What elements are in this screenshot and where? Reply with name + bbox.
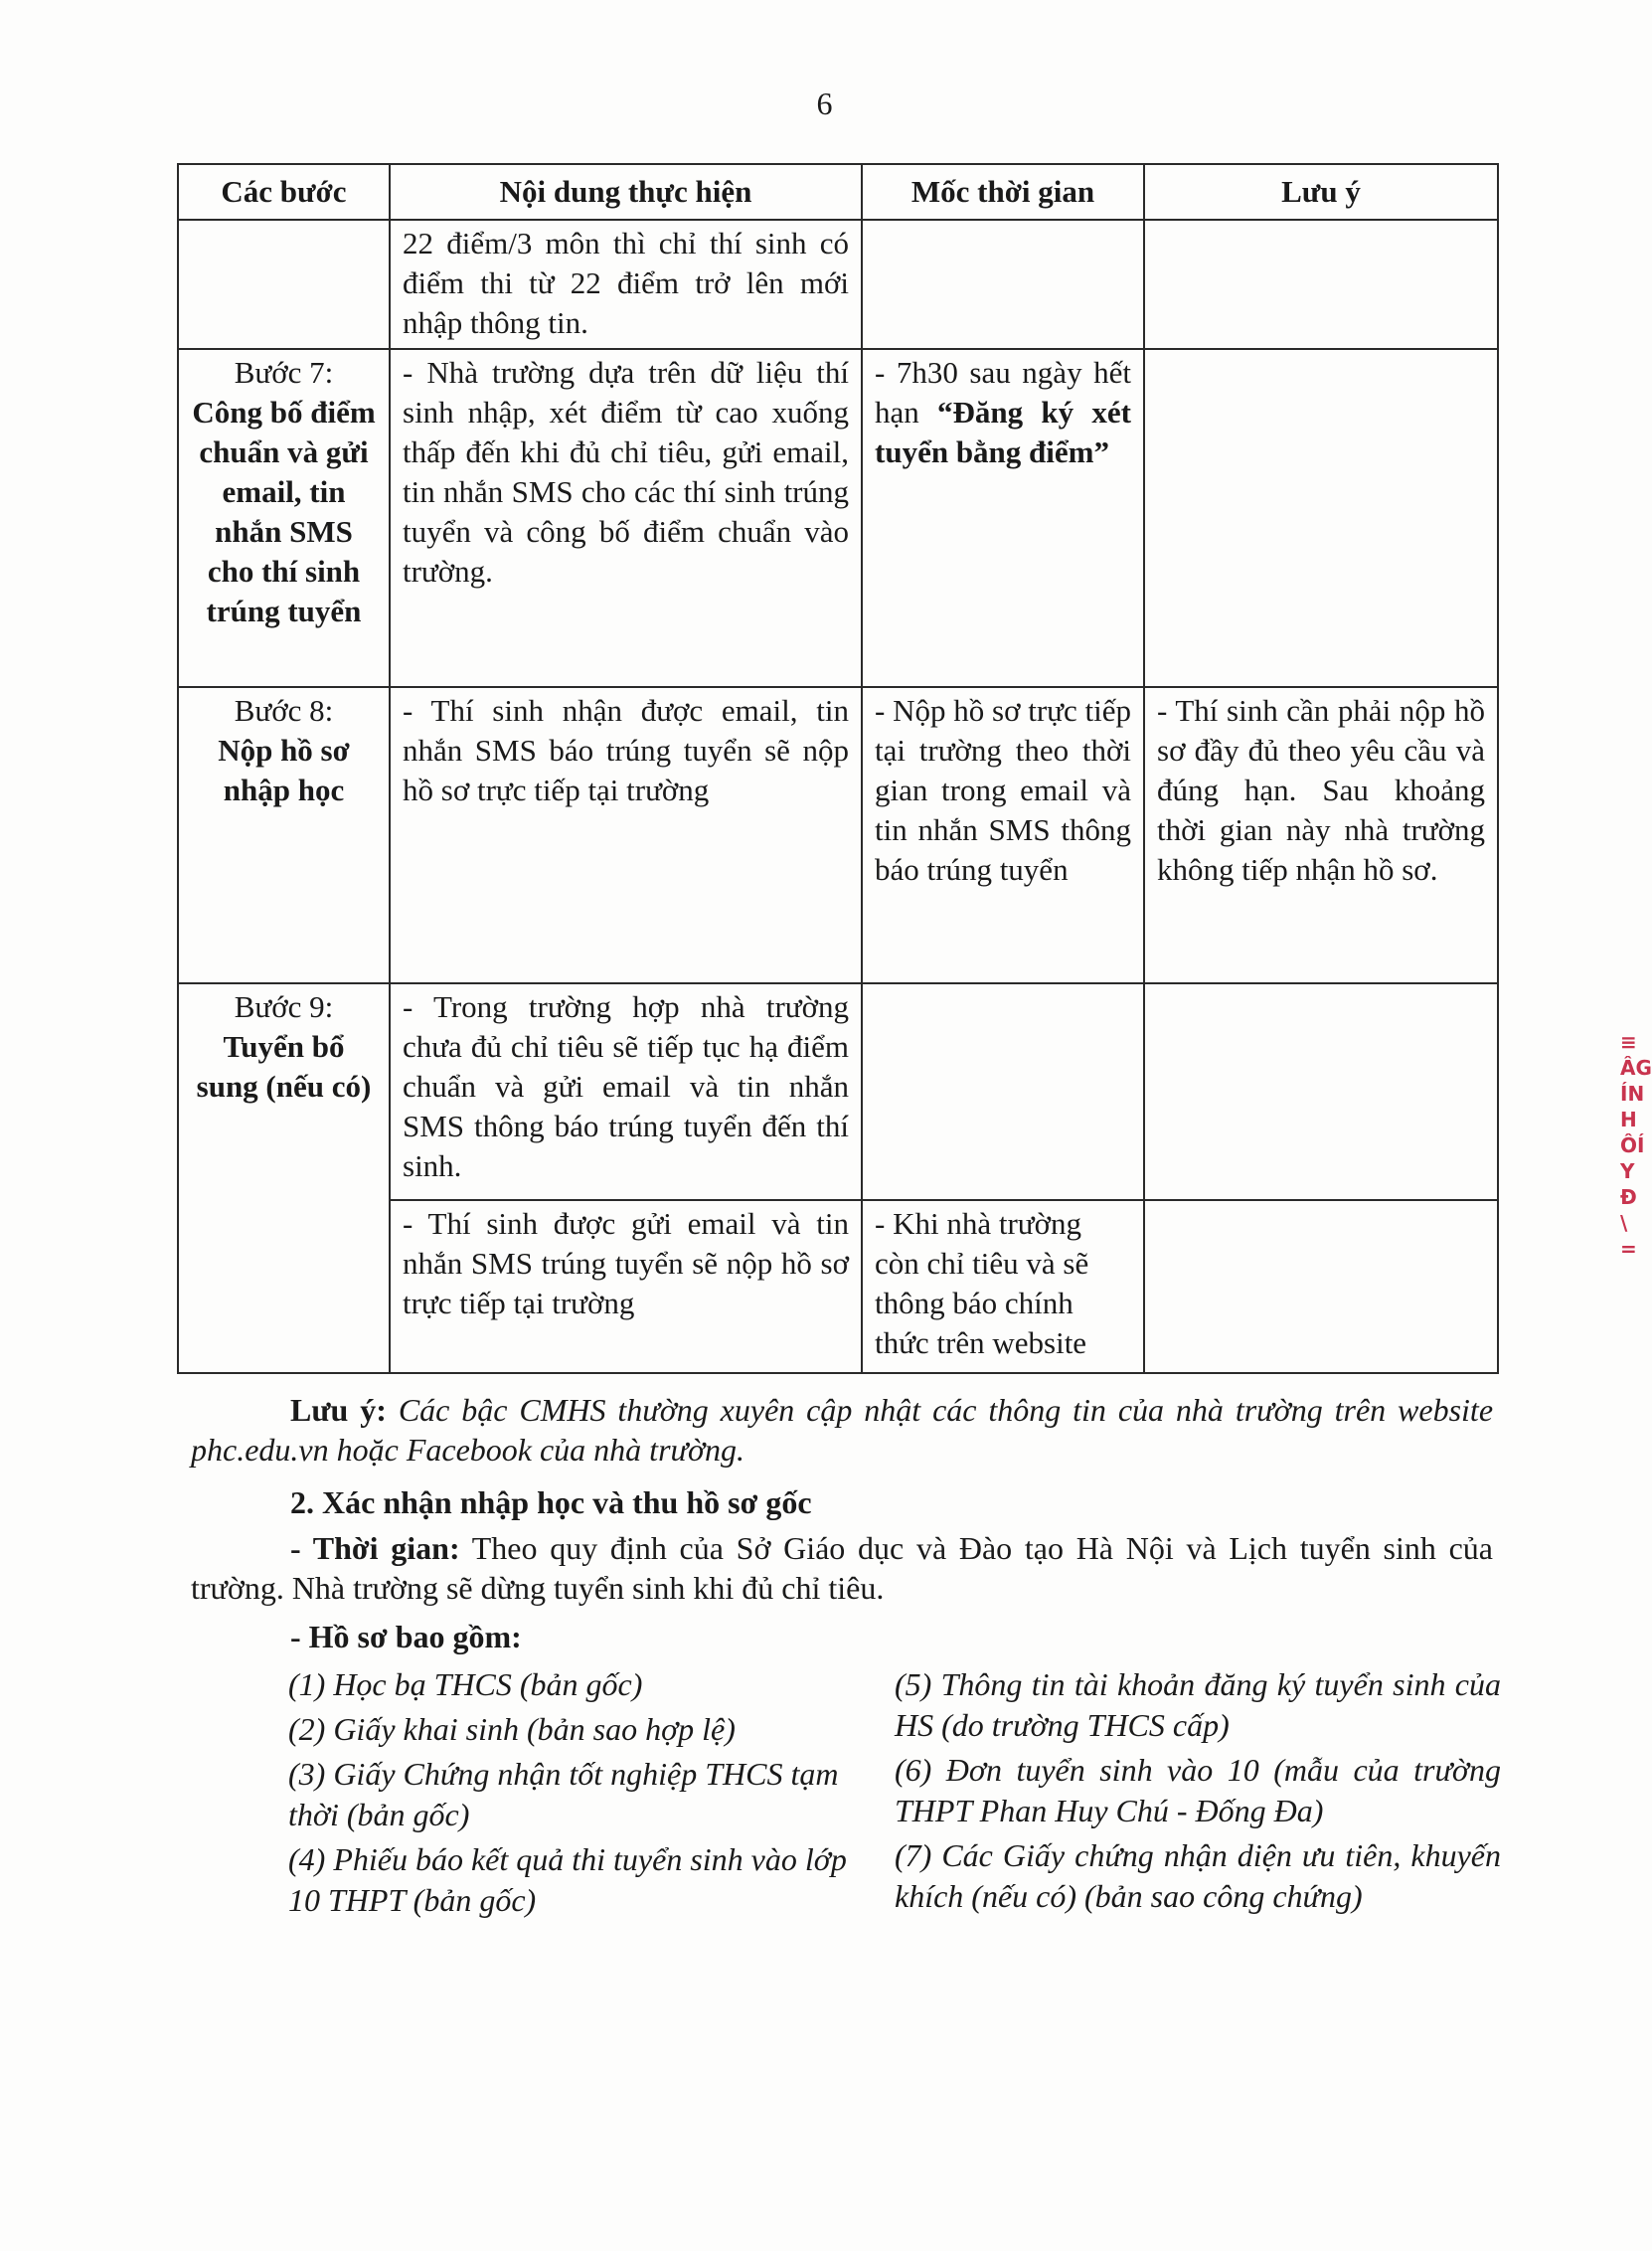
step-cell-empty <box>178 220 390 349</box>
section2-time-label: - Thời gian: <box>290 1530 460 1566</box>
stamp-glyph: ÂG <box>1620 1056 1652 1080</box>
documents-right-column <box>895 1664 1501 1925</box>
step9-note2-empty <box>1144 1200 1498 1373</box>
stamp-glyph: ÔÍ <box>1620 1133 1645 1157</box>
note-paragraph <box>191 1390 1493 1470</box>
continuation-content: 22 điểm/3 môn thì chỉ thí sinh có điểm thi từ 22 điểm trở lên mới nhập thông tin. <box>390 220 862 349</box>
list-item: (4) Phiếu báo kết quả thi tuyển sinh vào lớp 10 THPT (bản gốc) <box>288 1841 847 1918</box>
step9-time1-empty <box>862 983 1144 1200</box>
step8-content: - Thí sinh nhận được email, tin nhắn SMS báo trúng tuyển sẽ nộp hồ sơ trực tiếp tại trường <box>390 687 862 983</box>
step7-time-prefix: - 7h30 sau ngày hết hạn <box>875 355 1131 430</box>
section2-docs-label: - Hồ sơ bao gồm: <box>290 1619 522 1654</box>
step7-label: Bước 7: <box>234 355 334 390</box>
stamp-glyph: Y <box>1620 1159 1635 1183</box>
step9-content1: - Trong trường hợp nhà trường chưa đủ chỉ tiêu sẽ tiếp tục hạ điểm chuẩn và gửi email và tin nhắn SMS thông báo trúng tuyển đến thí sinh. <box>390 983 862 1200</box>
section2-time-text: Theo quy định của Sở Giáo dục và Đào tạo Hà Nội và Lịch tuyển sinh của trường. Nhà trường sẽ dừng tuyển sinh khi đủ chỉ tiêu. <box>191 1530 1494 1606</box>
stamp-glyph: = <box>1620 1237 1637 1261</box>
list-item: (7) Các Giấy chứng nhận diện ưu tiên, khuyến khích (nếu có) (bản sao công chứng) <box>895 1837 1501 1914</box>
list-item: (1) Học bạ THCS (bản gốc) <box>288 1666 643 1702</box>
table-header-row <box>178 164 1498 220</box>
step8-label: Bước 8: <box>234 693 334 728</box>
table-row-step8 <box>178 687 1498 983</box>
table-row-step9a <box>178 983 1498 1200</box>
section2-heading: 2. Xác nhận nhập học và thu hồ sơ gốc <box>290 1484 812 1520</box>
page-number: 6 <box>816 86 833 121</box>
step9-label: Bước 9: <box>234 989 334 1024</box>
step8-cell <box>178 687 390 983</box>
header-steps: Các bước <box>178 164 390 220</box>
note-text: Các bậc CMHS thường xuyên cập nhật các thông tin của nhà trường trên website phc.edu.vn hoặc Facebook của nhà trường. <box>191 1392 1494 1468</box>
step7-title: Công bố điểm chuẩn và gửi email, tin nhắn SMS cho thí sinh trúng tuyển <box>192 395 376 628</box>
documents-list <box>288 1664 1501 1925</box>
step9-time2: - Khi nhà trường còn chỉ tiêu và sẽ thông báo chính thức trên website <box>862 1200 1144 1373</box>
step7-cell <box>178 349 390 687</box>
header-content: Nội dung thực hiện <box>390 164 862 220</box>
documents-left-column <box>288 1664 865 1925</box>
table-row <box>178 220 1498 349</box>
stamp-glyph: Đ <box>1620 1185 1637 1209</box>
list-item: (6) Đơn tuyển sinh vào 10 (mẫu của trường THPT Phan Huy Chú - Đống Đa) <box>895 1752 1501 1828</box>
stamp-glyph: \ <box>1620 1211 1628 1235</box>
header-timeline: Mốc thời gian <box>862 164 1144 220</box>
note-label: Lưu ý: <box>290 1392 387 1428</box>
step8-title: Nộp hồ sơ nhập học <box>218 733 350 807</box>
admission-steps-table <box>177 163 1499 1374</box>
side-stamp-fragment <box>1620 1029 1652 1288</box>
step9-content2: - Thí sinh được gửi email và tin nhắn SMS trúng tuyển sẽ nộp hồ sơ trực tiếp tại trường <box>390 1200 862 1373</box>
step9-title: Tuyển bổ sung (nếu có) <box>196 1029 372 1104</box>
step7-time <box>862 349 1144 687</box>
step7-time-bold: “Đăng ký xét tuyển bằng điểm” <box>875 395 1132 469</box>
step9-cell <box>178 983 390 1373</box>
step9-note1-empty <box>1144 983 1498 1200</box>
step8-note: - Thí sinh cần phải nộp hồ sơ đầy đủ theo yêu cầu và đúng hạn. Sau khoảng thời gian này nhà trường không tiếp nhận hồ sơ. <box>1144 687 1498 983</box>
stamp-glyph: ÍN <box>1620 1082 1645 1106</box>
step7-note-empty <box>1144 349 1498 687</box>
list-item: (5) Thông tin tài khoản đăng ký tuyển sinh của HS (do trường THCS cấp) <box>895 1666 1501 1743</box>
step8-time: - Nộp hồ sơ trực tiếp tại trường theo thời gian trong email và tin nhắn SMS thông báo trúng tuyển <box>862 687 1144 983</box>
stamp-glyph: ≡ <box>1620 1030 1637 1054</box>
step7-content: - Nhà trường dựa trên dữ liệu thí sinh nhập, xét điểm từ cao xuống thấp đến khi đủ chỉ tiêu, gửi email, tin nhắn SMS cho các thí sinh trúng tuyển và công bố điểm chuẩn vào trường. <box>390 349 862 687</box>
list-item: (3) Giấy Chứng nhận tốt nghiệp THCS tạm thời (bản gốc) <box>288 1756 839 1832</box>
table-row-step7 <box>178 349 1498 687</box>
note-cell-empty <box>1144 220 1498 349</box>
time-cell-empty <box>862 220 1144 349</box>
stamp-glyph: H <box>1620 1108 1637 1131</box>
list-item: (2) Giấy khai sinh (bản sao hợp lệ) <box>288 1711 736 1747</box>
header-note: Lưu ý <box>1144 164 1498 220</box>
section2-time-paragraph <box>191 1528 1493 1608</box>
